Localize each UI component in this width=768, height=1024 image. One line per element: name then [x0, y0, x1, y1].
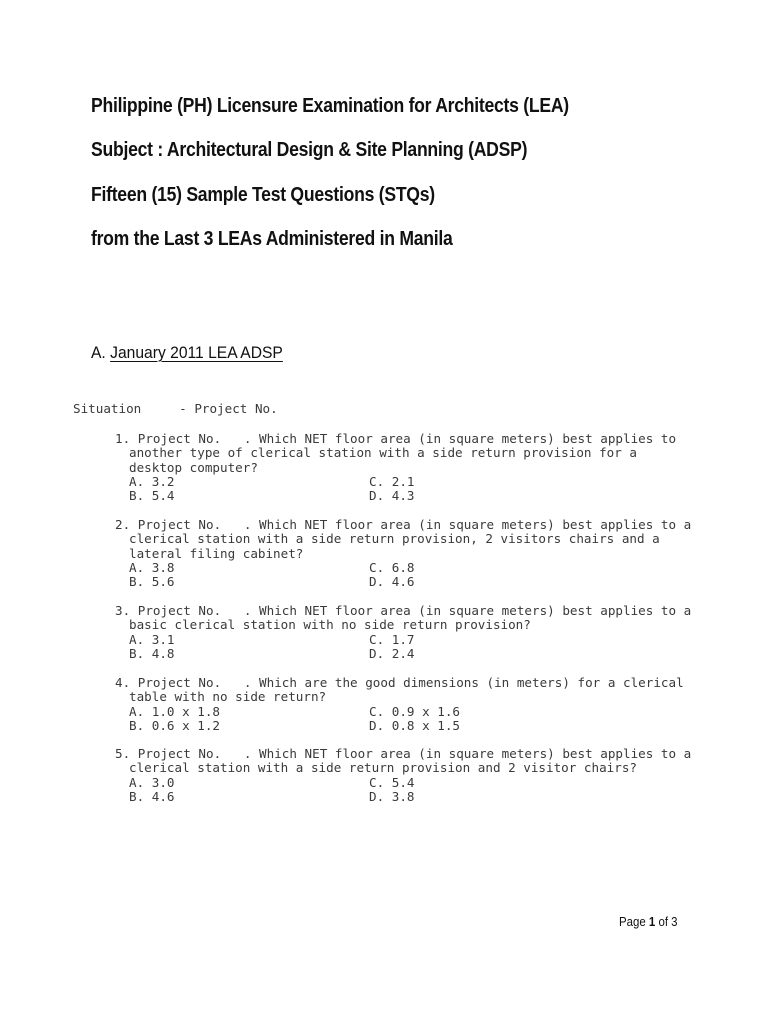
option-c: C. 1.7	[369, 631, 415, 647]
question-text-line: clerical station with a side return provision and 2 visitor chairs?	[129, 760, 637, 776]
option-d: D. 0.8 x 1.5	[369, 717, 460, 733]
option-d: D. 2.4	[369, 645, 415, 661]
option-a: A. 3.2	[129, 473, 175, 489]
section-title: January 2011 LEA ADSP	[110, 343, 283, 362]
option-c: C. 6.8	[369, 559, 415, 575]
doc-title-line-4: from the Last 3 LEAs Administered in Manila	[91, 228, 453, 250]
option-b: B. 5.6	[129, 574, 175, 590]
option-b: B. 0.6 x 1.2	[129, 717, 220, 733]
option-d: D. 4.3	[369, 488, 415, 504]
option-a: A. 3.0	[129, 774, 175, 790]
question-stem: 5. Project No. . Which NET floor area (in square meters) best applies to a	[115, 746, 692, 761]
option-a: A. 3.8	[129, 559, 175, 575]
page-number	[619, 914, 678, 929]
question-text-line: basic clerical station with no side return provision?	[129, 617, 531, 633]
situation-line: Situation - Project No.	[73, 401, 278, 416]
question-text-line: lateral filing cabinet?	[129, 545, 304, 561]
section-heading	[91, 343, 283, 363]
option-b: B. 5.4	[129, 488, 175, 504]
option-b: B. 4.6	[129, 788, 175, 804]
question-text-line: table with no side return?	[129, 689, 327, 705]
option-c: C. 0.9 x 1.6	[369, 703, 460, 719]
option-c: C. 5.4	[369, 774, 415, 790]
question-text-line: another type of clerical station with a side return provision for a	[129, 445, 637, 461]
option-d: D. 4.6	[369, 574, 415, 590]
option-a: A. 3.1	[129, 631, 175, 647]
question-stem: 4. Project No. . Which are the good dimensions (in meters) for a clerical	[115, 675, 684, 690]
option-b: B. 4.8	[129, 645, 175, 661]
option-c: C. 2.1	[369, 473, 415, 489]
page-current: 1	[649, 914, 656, 929]
question-text-line: clerical station with a side return provision, 2 visitors chairs and a	[129, 531, 660, 547]
question-text-line: desktop computer?	[129, 459, 258, 475]
question-stem: 2. Project No. . Which NET floor area (in square meters) best applies to a	[115, 517, 692, 532]
option-a: A. 1.0 x 1.8	[129, 703, 220, 719]
section-prefix: A.	[91, 343, 106, 362]
doc-title-line-3: Fifteen (15) Sample Test Questions (STQs)	[91, 184, 435, 206]
option-d: D. 3.8	[369, 788, 415, 804]
question-stem: 3. Project No. . Which NET floor area (in square meters) best applies to a	[115, 603, 692, 618]
doc-title-line-2: Subject : Architectural Design & Site Planning (ADSP)	[91, 139, 528, 161]
page-total: of 3	[658, 914, 678, 929]
question-stem: 1. Project No. . Which NET floor area (in square meters) best applies to	[115, 431, 677, 446]
doc-title-line-1: Philippine (PH) Licensure Examination for Architects (LEA)	[91, 95, 569, 117]
page-label: Page	[619, 914, 647, 929]
scanned-question-block	[73, 398, 701, 816]
